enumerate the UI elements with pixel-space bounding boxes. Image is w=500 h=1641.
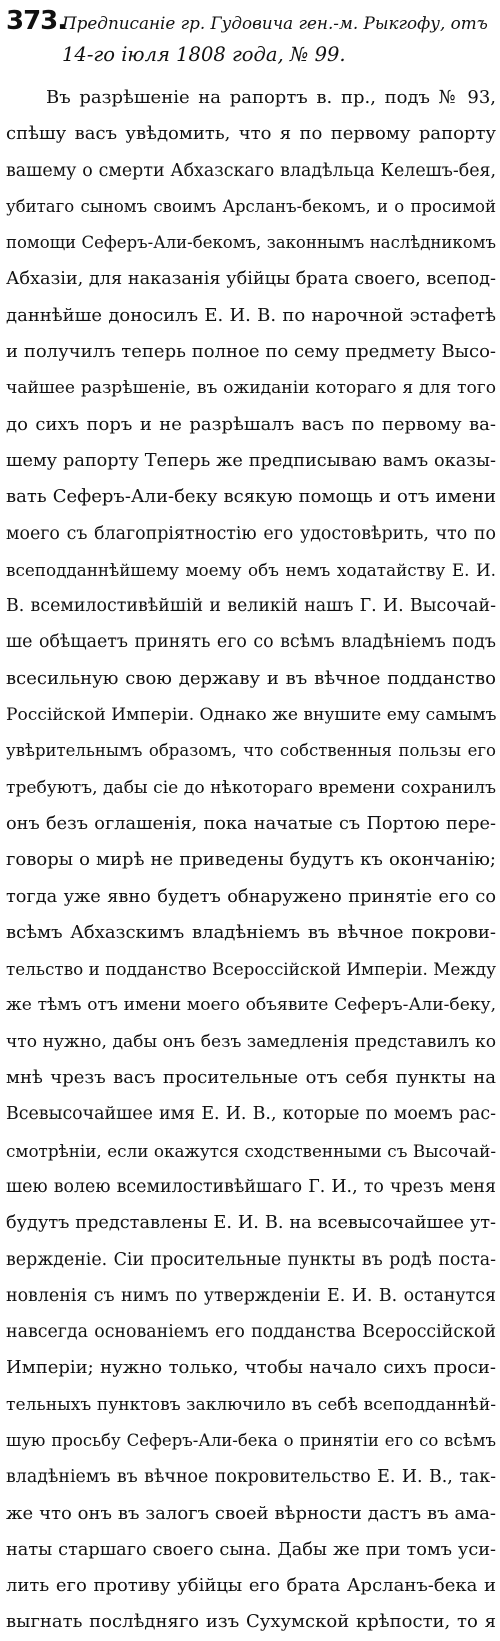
body-text-line: тогда уже явно будетъ обнаружено принятіе его со xyxy=(6,886,496,907)
body-text-line: увѣрительнымъ образомъ, что собственныя пользы его xyxy=(6,741,496,761)
body-text-line: всеподданнѣйшему моему объ немъ ходатайству Е. И. xyxy=(6,559,496,580)
body-text-line: Абхазіи, для наказанія убійцы брата своего, всепод- xyxy=(6,269,496,290)
body-text-line: же тѣмъ отъ имени моего объявите Сеферъ-Али-беку, xyxy=(6,995,496,1016)
body-text-line: вать Сеферъ-Али-беку всякую помощь и отъ имени xyxy=(6,486,496,508)
body-text-line: лить его противу убійцы его брата Арсланъ-бека и xyxy=(6,1575,496,1597)
document-body xyxy=(6,80,496,1641)
body-text-line: и получилъ теперь полное по сему предмету Высо- xyxy=(6,341,496,363)
body-text-line: до сихъ поръ и не разрѣшалъ васъ по первому ва- xyxy=(6,413,496,435)
body-text-line: спѣшу васъ увѣдомить, что я по первому рапорту xyxy=(6,123,496,145)
body-text-line: онъ безъ оглашенія, пока начатые съ Портою пере- xyxy=(6,813,496,834)
body-text-line: тельство и подданство Всероссійской Имперіи. Между xyxy=(6,959,496,980)
document-title-line-1: Предписаніе гр. Гудовича ген.-м. Рыкгофу, отъ xyxy=(62,13,488,33)
document-page xyxy=(6,6,496,1633)
body-text-line: вашему о смерти Абхазскаго владѣльца Келешъ-бея, xyxy=(6,160,496,181)
body-text-line: В. всемилостивѣйшій и великій нашъ Г. И. Высочай- xyxy=(6,596,496,617)
body-text-line: шему рапорту Теперь же предписываю вамъ оказы- xyxy=(6,450,496,471)
body-text-line: навсегда основаніемъ его подданства Всероссійской xyxy=(6,1322,496,1343)
body-text-line: шею волею всемилостивѣйшаго Г. И., то чрезъ меня xyxy=(6,1176,496,1197)
body-text-line: Въ разрѣшеніе на рапортъ в. пр., подъ № 93, xyxy=(46,87,496,108)
body-text-line: же что онъ въ залогъ своей вѣрности дастъ въ ама- xyxy=(6,1502,496,1524)
body-text-line: убитаго сыномъ своимъ Арсланъ-бекомъ, и о просимой xyxy=(6,196,496,216)
document-title-line-2: 14-го іюля 1808 года, № 99. xyxy=(62,43,346,66)
body-text-line: владѣніемъ въ вѣчное покровительство Е. И. В., так- xyxy=(6,1467,496,1488)
body-text-line: что нужно, дабы онъ безъ замедленія представилъ ко xyxy=(6,1031,496,1052)
document-number: 373. xyxy=(6,6,67,36)
body-text-line: всесильную свою державу и въ вѣчное подданство xyxy=(6,667,496,689)
body-text-line: новленія съ нимъ по утвержденіи Е. И. В. останутся xyxy=(6,1285,496,1306)
body-text-line: будутъ представлены Е. И. В. на всевысочайшее ут- xyxy=(6,1213,496,1234)
body-text-line: говоры о мирѣ не приведены будутъ къ окончанію; xyxy=(6,849,496,871)
body-text-line: даннѣйше доносилъ Е. И. В. по нарочной эстафетѣ xyxy=(6,304,496,326)
body-text-line: шую просьбу Сеферъ-Али-бека о принятіи его со всѣмъ xyxy=(6,1430,496,1450)
body-text-line: мнѣ чрезъ васъ просительные отъ себя пункты на xyxy=(6,1067,496,1089)
body-text-line: Имперіи; нужно только, чтобы начало сихъ проси- xyxy=(6,1357,496,1379)
body-text-line: ше обѣщаетъ принять его со всѣмъ владѣніемъ подъ xyxy=(6,632,496,653)
document-header xyxy=(6,6,496,78)
body-text-line: требуютъ, дабы сіе до нѣкотораго времени сохранилъ xyxy=(6,777,496,798)
body-text-line: всѣмъ Абхазскимъ владѣніемъ въ вѣчное покрови- xyxy=(6,921,496,943)
body-text-line: Всевысочайшее имя Е. И. В., которые по моемъ рас- xyxy=(6,1104,496,1125)
body-text-line: Россійской Имперіи. Однако же внушите ему самымъ xyxy=(6,705,496,726)
body-text-line: выгнать послѣдняго изъ Сухумской крѣпости, то я xyxy=(6,1611,496,1633)
body-text-line: моего съ благопріятностію его удостовѣрить, что по xyxy=(6,523,496,544)
body-text-line: вержденіе. Сіи просительные пункты въ родѣ поста- xyxy=(6,1249,496,1270)
body-text-line: смотрѣніи, если окажутся сходственными съ Высочай- xyxy=(6,1140,496,1161)
body-text-line: наты старшаго своего сына. Дабы же при томъ уси- xyxy=(6,1539,496,1560)
body-text-line: чайшее разрѣшеніе, въ ожиданіи котораго я для того xyxy=(6,378,496,399)
body-text-line: тельныхъ пунктовъ заключило въ себѣ всеподданнѣй- xyxy=(6,1394,496,1415)
body-text-line: помощи Сеферъ-Али-бекомъ, законнымъ наслѣдникомъ xyxy=(6,233,496,253)
